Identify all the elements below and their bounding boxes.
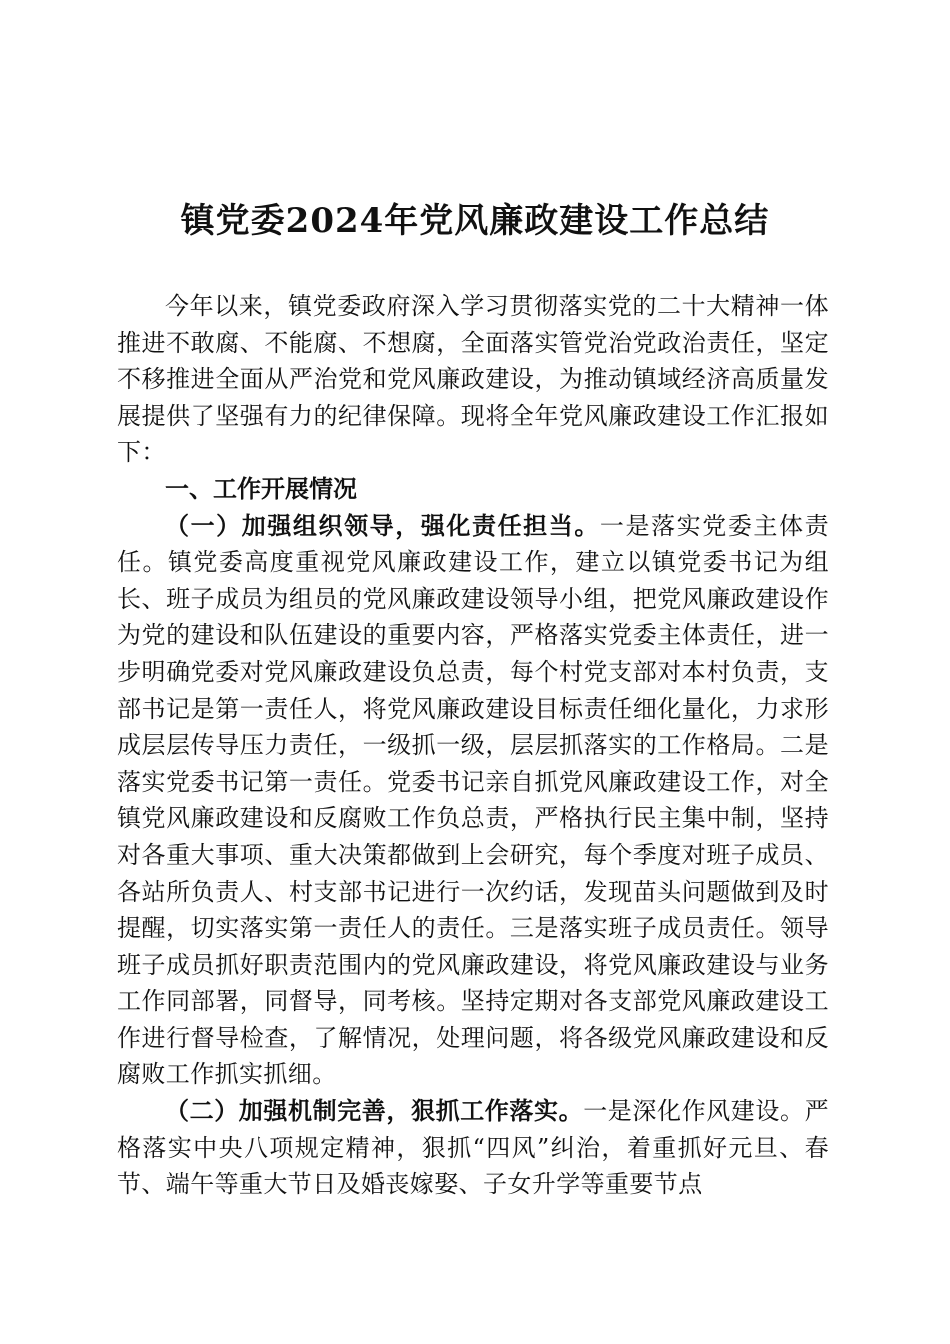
subsection-1-text: 一是落实党委主体责任。镇党委高度重视党风廉政建设工作，建立以镇党委书记为组长、班子成员为组员的党风廉政建设领导小组，把党风廉政建设作为党的建设和队伍建设的重要内容，严格落实党委主体责任，进一步明确党委对党风廉政建设负总责，每个村党支部对本村负责，支部书记是第一责任人，将党风廉政建设目标责任细化量化，力求形成层层传导压力责任，一级抓一级，层层抓落实的工作格局。二是落实党委书记第一责任。党委书记亲自抓党风廉政建设工作，对全镇党风廉政建设和反腐败工作负总责，严格执行民主集中制，坚持对各重大事项、重大决策都做到上会研究，每个季度对班子成员、各站所负责人、村支部书记进行一次约话，发现苗头问题做到及时提醒，切实落实第一责任人的责任。三是落实班子成员责任。领导班子成员抓好职责范围内的党风廉政建设，将党风廉政建设与业务工作同部署，同督导，同考核。坚持定期对各支部党风廉政建设工作进行督导检查，了解情况，处理问题，将各级党风廉政建设和反腐败工作抓实抓细。: [117, 511, 829, 1089]
intro-paragraph: 今年以来，镇党委政府深入学习贯彻落实党的二十大精神一体推进不敢腐、不能腐、不想腐，全面落实管党治党政治责任，坚定不移推进全面从严治党和党风廉政建设，为推动镇域经济高质量发展提供了坚强有力的纪律保障。现将全年党风廉政建设工作汇报如下：: [117, 292, 829, 467]
section-heading: 一、工作开展情况: [165, 474, 357, 503]
subsection-2-lead: （二）加强机制完善，狠抓工作落实。: [165, 1096, 584, 1126]
subsection-2-text: 一是深化作风建设。严格落实中央八项规定精神，狠抓“四风”纠治，着重抓好元旦、春节、端午等重大节日及婚丧嫁娶、子女升学等重要节点: [117, 1097, 829, 1199]
document-title: 镇党委2024年党风廉政建设工作总结: [180, 201, 770, 241]
subsection-2-paragraph: [117, 1093, 829, 1203]
subsection-1-lead: （一）加强组织领导，强化责任担当。: [165, 510, 600, 540]
document-body: [117, 288, 829, 1203]
subsection-1-paragraph: [117, 508, 829, 1094]
